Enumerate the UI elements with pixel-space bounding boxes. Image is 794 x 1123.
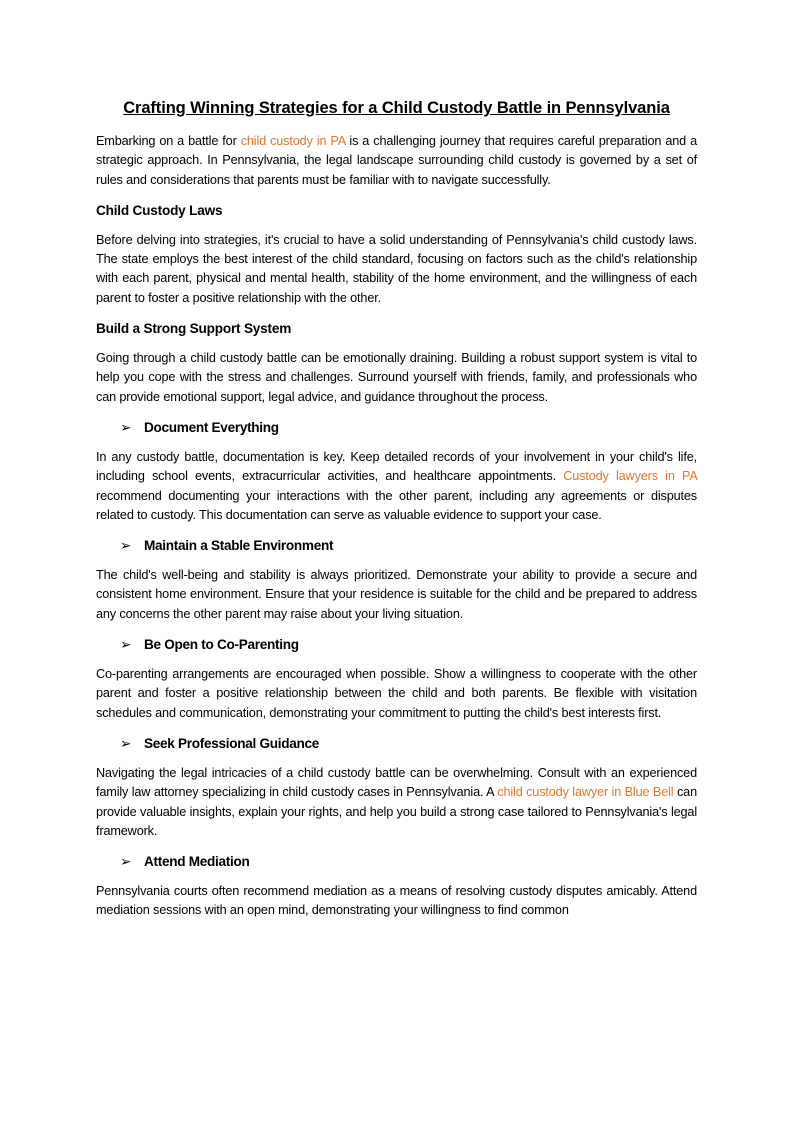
co-parenting-label: Be Open to Co-Parenting (144, 637, 299, 653)
co-parenting-paragraph: Co-parenting arrangements are encouraged when possible. Show a willingness to cooperate with the other parent and foster a positive relationship between the child and both parents. Be flexible with visitation schedules and communication, demonstrating your commitment to putting the child's best interests first. (96, 667, 697, 720)
guidance-text-before: Navigating the legal intricacies of a child custody battle can be overwhelming. Consult with an experienced family law attorney specializing in child custody cases in Pennsylvania. A (96, 765, 697, 800)
arrow-bullet-icon: ➢ (120, 854, 132, 870)
support-system-heading: Build a Strong Support System (96, 321, 292, 337)
document-text-before: In any custody battle, documentation is key. Keep detailed records of your involvement in your child's life, including school events, extracurricular activities, and healthcare appointments. (96, 449, 697, 484)
intro-paragraph (96, 132, 697, 190)
arrow-bullet-icon: ➢ (120, 637, 132, 653)
professional-guidance-heading (120, 734, 697, 754)
attend-mediation-paragraph: Pennsylvania courts often recommend mediation as a means of resolving custody disputes amicably. Attend mediation sessions with an open mind, demonstrating your willingness to find common (96, 884, 697, 918)
document-page (96, 96, 697, 932)
child-custody-pa-link[interactable]: child custody in PA (240, 134, 346, 148)
co-parenting-heading (120, 635, 697, 655)
professional-guidance-label: Seek Professional Guidance (144, 735, 320, 751)
arrow-bullet-icon: ➢ (120, 419, 132, 435)
document-title: Crafting Winning Strategies for a Child Custody Battle in Pennsylvania (123, 99, 670, 117)
stable-environment-paragraph: The child's well-being and stability is always prioritized. Demonstrate your ability to provide a secure and consistent home environment. Ensure that your residence is suitable for the child and be prepared to address any concerns the other parent may raise about your living situation. (96, 568, 697, 621)
custody-lawyers-pa-link[interactable]: Custody lawyers in PA (563, 469, 697, 484)
arrow-bullet-icon: ➢ (120, 538, 132, 554)
intro-text-before: Embarking on a battle for (96, 134, 241, 148)
document-everything-heading (120, 418, 697, 438)
intro-text-after: is a challenging journey that requires careful preparation and a strategic approach. In Pennsylvania, the legal landscape surrounding child custody is governed by a set of rules and considerations that parents must be familiar with to navigate successfully. (96, 134, 697, 187)
stable-environment-heading (120, 536, 697, 556)
attend-mediation-label: Attend Mediation (144, 854, 250, 870)
document-everything-paragraph (96, 448, 697, 525)
child-custody-laws-heading: Child Custody Laws (96, 202, 223, 218)
stable-environment-label: Maintain a Stable Environment (144, 538, 334, 554)
document-text-after: recommend documenting your interactions with the other parent, including any agreements or disputes related to custody. This documentation can serve as valuable evidence to support your case. (96, 488, 697, 522)
blue-bell-lawyer-link[interactable]: child custody lawyer in Blue Bell (497, 785, 674, 800)
guidance-text-after: can provide valuable insights, explain your rights, and help you build a strong case tailored to Pennsylvania's legal framework. (96, 785, 697, 838)
arrow-bullet-icon: ➢ (120, 735, 132, 751)
support-system-paragraph: Going through a child custody battle can be emotionally draining. Building a robust support system is vital to help you cope with the stress and challenges. Surround yourself with friends, family, and professionals who can provide emotional support, legal advice, and guidance throughout the process. (96, 351, 697, 404)
professional-guidance-paragraph (96, 764, 697, 841)
document-everything-label: Document Everything (144, 419, 279, 435)
child-custody-laws-paragraph: Before delving into strategies, it's crucial to have a solid understanding of Pennsylvania's child custody laws. The state employs the best interest of the child standard, focusing on factors such as the child's relationship with each parent, physical and mental health, stability of the home environment, and the willingness of each parent to foster a positive relationship with the other. (96, 232, 697, 305)
attend-mediation-heading (120, 852, 697, 872)
